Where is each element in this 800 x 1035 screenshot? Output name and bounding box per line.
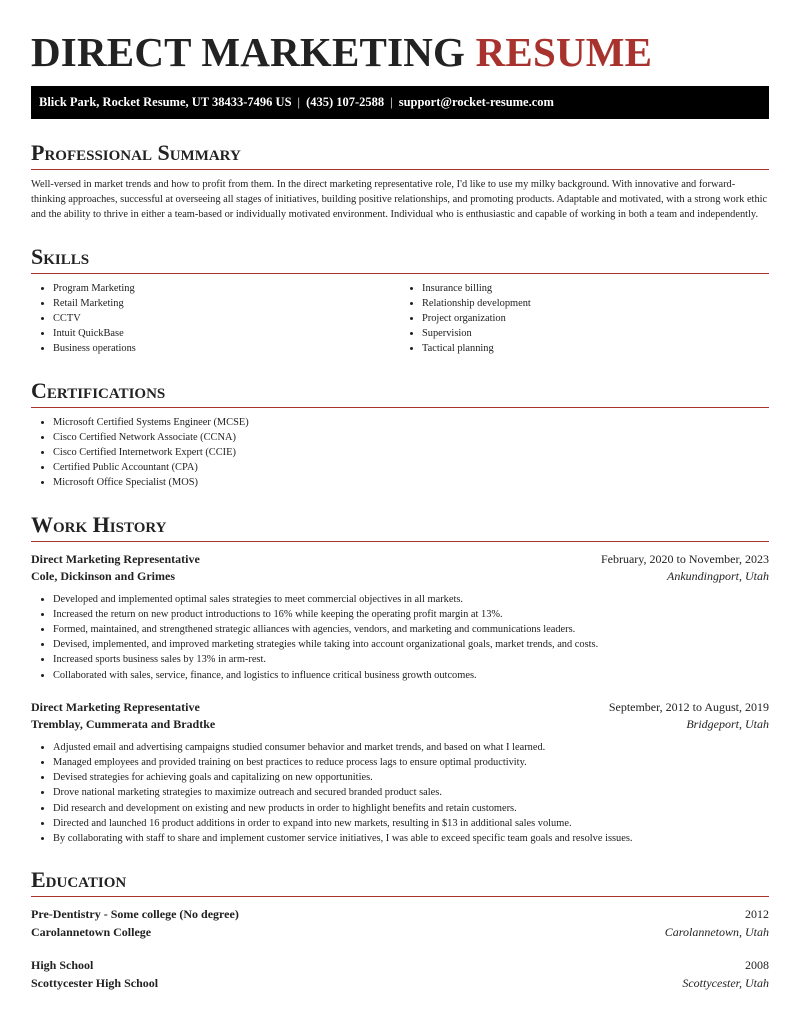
contact-address: Blick Park, Rocket Resume, UT 38433-7496 US <box>39 95 292 109</box>
skill-item: • CCTV <box>53 311 400 326</box>
job-company: Cole, Dickinson and Grimes <box>31 569 176 584</box>
skill-item: • Supervision <box>422 326 769 341</box>
job-bullets <box>31 740 769 846</box>
skills-list-left <box>31 281 400 357</box>
title-main: DIRECT MARKETING <box>31 29 466 75</box>
skills-columns <box>31 274 769 357</box>
job-bullet: • Directed and launched 16 product additions in order to expand into new markets, resulting in $13 in additional sales volume. <box>53 816 769 831</box>
job-dates: February, 2020 to November, 2023 <box>600 551 769 566</box>
skill-item: • Insurance billing <box>422 281 769 296</box>
education-school: Carolannetown College <box>31 924 152 939</box>
job-dates: September, 2012 to August, 2019 <box>608 699 769 714</box>
certifications-heading: Certifications <box>31 379 769 408</box>
job-header-row <box>31 699 769 717</box>
skill-item: • Intuit QuickBase <box>53 326 400 341</box>
job-bullets <box>31 592 769 683</box>
skill-item: • Retail Marketing <box>53 296 400 311</box>
skill-item: • Tactical planning <box>422 341 769 356</box>
contact-separator: | <box>297 95 301 109</box>
job-entry <box>31 551 769 683</box>
certification-item: • Microsoft Certified Systems Engineer (MCSE) <box>53 415 769 430</box>
summary-heading: Professional Summary <box>31 141 769 170</box>
job-entry <box>31 699 769 846</box>
contact-separator: | <box>390 95 393 109</box>
job-company-row <box>31 568 769 586</box>
certification-item: • Certified Public Accountant (CPA) <box>53 460 769 475</box>
education-school: Scottycester High School <box>31 975 159 990</box>
job-title: Direct Marketing Representative <box>31 699 200 714</box>
certification-item: • Cisco Certified Internetwork Expert (CCIE) <box>53 445 769 460</box>
education-year: 2008 <box>745 958 769 973</box>
education-location: Scottycester, Utah <box>682 975 769 990</box>
contact-phone: (435) 107-2588 <box>306 95 385 109</box>
job-bullet: • Formed, maintained, and strengthened strategic alliances with agencies, vendors, and marketing and communications leaders. <box>53 622 769 637</box>
skill-item: • Business operations <box>53 341 400 356</box>
certifications-list <box>31 415 769 491</box>
education-heading: Education <box>31 868 769 897</box>
education-header-row <box>31 957 769 975</box>
education-header-row <box>31 906 769 924</box>
job-bullet: • Increased the return on new product introductions to 16% while keeping the operating profit margin at 13%. <box>53 607 769 622</box>
education-section <box>31 868 769 992</box>
work-history-heading: Work History <box>31 513 769 542</box>
education-degree: High School <box>31 958 94 973</box>
job-bullet: • Adjusted email and advertising campaigns studied consumer behavior and market trends, and based on what I learned. <box>53 740 769 755</box>
education-school-row <box>31 975 769 993</box>
job-bullet: • Managed employees and provided training on best practices to reduce process lags to ensure optimal productivity. <box>53 755 769 770</box>
job-bullet: • Did research and development on existing and new products in order to highlight benefits and retain customers. <box>53 801 769 816</box>
education-school-row <box>31 924 769 942</box>
summary-section <box>31 141 769 223</box>
job-bullet: • Developed and implemented optimal sales strategies to meet commercial objectives in all markets. <box>53 592 769 607</box>
certification-item: • Cisco Certified Network Associate (CCNA) <box>53 430 769 445</box>
job-location: Bridgeport, Utah <box>686 717 769 732</box>
job-company-row <box>31 716 769 734</box>
skill-item: • Project organization <box>422 311 769 326</box>
contact-bar <box>31 86 769 119</box>
certification-item: • Microsoft Office Specialist (MOS) <box>53 475 769 490</box>
job-header-row <box>31 551 769 569</box>
skills-section <box>31 245 769 357</box>
skills-heading: Skills <box>31 245 769 274</box>
job-title: Direct Marketing Representative <box>31 551 200 566</box>
job-bullet: • By collaborating with staff to share and implement customer service initiatives, I was able to exceed specific team goals and resolve issues. <box>53 831 769 846</box>
job-bullet: • Devised strategies for achieving goals and capitalizing on new opportunities. <box>53 770 769 785</box>
title-accent: RESUME <box>475 29 653 75</box>
resume-title <box>31 0 769 78</box>
education-entry <box>31 957 769 992</box>
job-company: Tremblay, Cummerata and Bradtke <box>31 717 216 732</box>
education-year: 2012 <box>745 907 769 922</box>
skill-item: • Program Marketing <box>53 281 400 296</box>
job-location: Ankundingport, Utah <box>667 569 769 584</box>
job-bullet: • Drove national marketing strategies to maximize outreach and secured branded product sales. <box>53 785 769 800</box>
skill-item: • Relationship development <box>422 296 769 311</box>
contact-email[interactable]: support@rocket-resume.com <box>398 95 554 109</box>
certifications-section <box>31 379 769 491</box>
education-location: Carolannetown, Utah <box>664 924 769 939</box>
work-history-section <box>31 513 769 847</box>
education-degree: Pre-Dentistry - Some college (No degree) <box>31 907 239 922</box>
summary-text: Well-versed in market trends and how to profit from them. In the direct marketing representative role, I'd like to use my milky background. With innovative and forward-thinking approaches, successful at overseeing all stages of initiatives, building positive relationships, and promoting products. Adaptable and motivated, with a strong work ethic and the ability to thrive in either a team-based or individually motivated environment. Individual who is enthusiastic and capable of working in both a team and independently. <box>31 179 768 221</box>
job-bullet: • Devised, implemented, and improved marketing strategies while taking into account organizational goals, market trends, and costs. <box>53 637 769 652</box>
skills-list-right <box>400 281 769 357</box>
education-entry <box>31 906 769 941</box>
job-bullet: • Collaborated with sales, service, finance, and logistics to influence critical business growth outcomes. <box>53 668 769 683</box>
job-bullet: • Increased sports business sales by 13% in arm-rest. <box>53 652 769 667</box>
